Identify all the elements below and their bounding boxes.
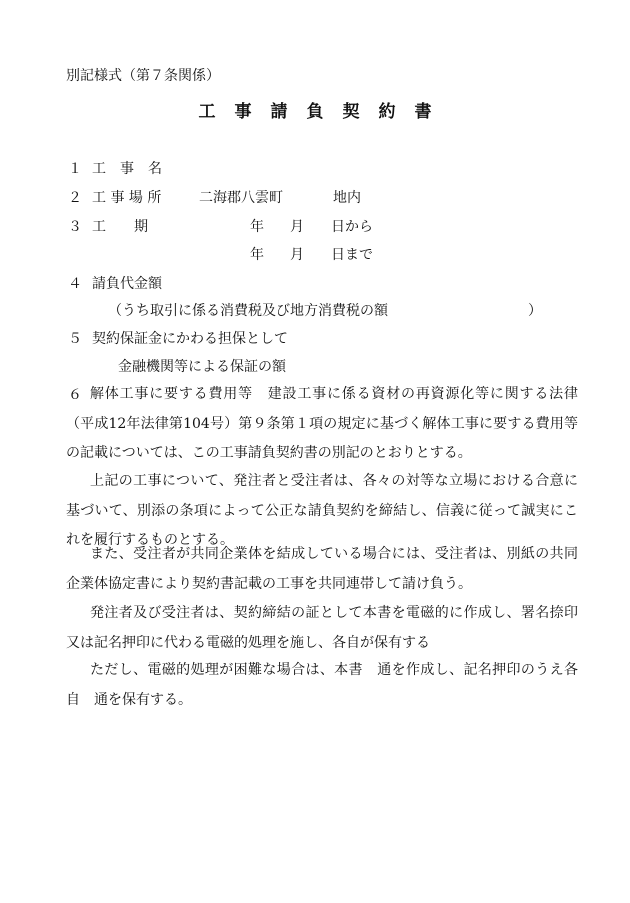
guarantee-amount-label: 金融機関等による保証の額 bbox=[118, 359, 286, 375]
period-start-month: 月 bbox=[290, 219, 304, 235]
item-number-1: １ bbox=[68, 161, 82, 177]
period-start-year: 年 bbox=[250, 219, 264, 235]
paragraph-paper-exception: ただし、電磁的処理が困難な場合は、本書 通を作成し、記名押印のうえ各自 通を保有する。 bbox=[66, 662, 578, 708]
period-end-day: 日まで bbox=[331, 247, 373, 263]
item-number-6: ６ bbox=[68, 387, 82, 403]
paragraph-electronic-signature: 発注者及び受注者は、契約締結の証として本書を電磁的に作成し、署名捺印又は記名押印に代わる電磁的処理を施し、各自が保有する bbox=[66, 605, 578, 651]
period-start-day: 日から bbox=[331, 219, 373, 235]
item-number-5: ５ bbox=[68, 331, 82, 347]
tax-note: （うち取引に係る消費税及び地方消費税の額 bbox=[108, 303, 388, 319]
item-label-security-deposit: 契約保証金にかわる担保として bbox=[92, 331, 288, 347]
construction-site-place: 二海郡八雲町 bbox=[199, 190, 283, 206]
tax-note-close: ） bbox=[528, 303, 542, 319]
period-end-month: 月 bbox=[290, 247, 304, 263]
construction-site-suffix: 地内 bbox=[333, 190, 361, 206]
item-label-contract-amount: 請負代金額 bbox=[92, 276, 162, 292]
period-end-year: 年 bbox=[250, 247, 264, 263]
page-title: 工事請負契約書 bbox=[198, 102, 451, 122]
item-label-construction-name: 工 事 名 bbox=[92, 161, 162, 177]
demolition-cost-clause: 解体工事に要する費用等 建設工事に係る資材の再資源化等に関する法律（平成12年法律第104号）第９条第１項の規定に基づく解体工事に要する費用等の記載については、この工事請負契約書の別記のとおりとする。 bbox=[66, 386, 578, 461]
item-label-construction-site: 工 事 場 所 bbox=[92, 190, 162, 206]
item-label-construction-period: 工 期 bbox=[92, 219, 148, 235]
item-number-3: ３ bbox=[68, 219, 82, 235]
item-number-4: ４ bbox=[68, 276, 82, 292]
form-header: 別記様式（第７条関係） bbox=[66, 68, 220, 84]
paragraph-agreement: 上記の工事について、発注者と受注者は、各々の対等な立場における合意に基づいて、別添の条項によって公正な請負契約を締結し、信義に従って誠実にこれを履行するものとする。 bbox=[66, 473, 578, 548]
paragraph-joint-venture: また、受注者が共同企業体を結成している場合には、受注者は、別紙の共同企業体協定書により契約書記載の工事を共同連帯して請け負う。 bbox=[66, 546, 578, 592]
item-number-2: ２ bbox=[68, 190, 82, 206]
